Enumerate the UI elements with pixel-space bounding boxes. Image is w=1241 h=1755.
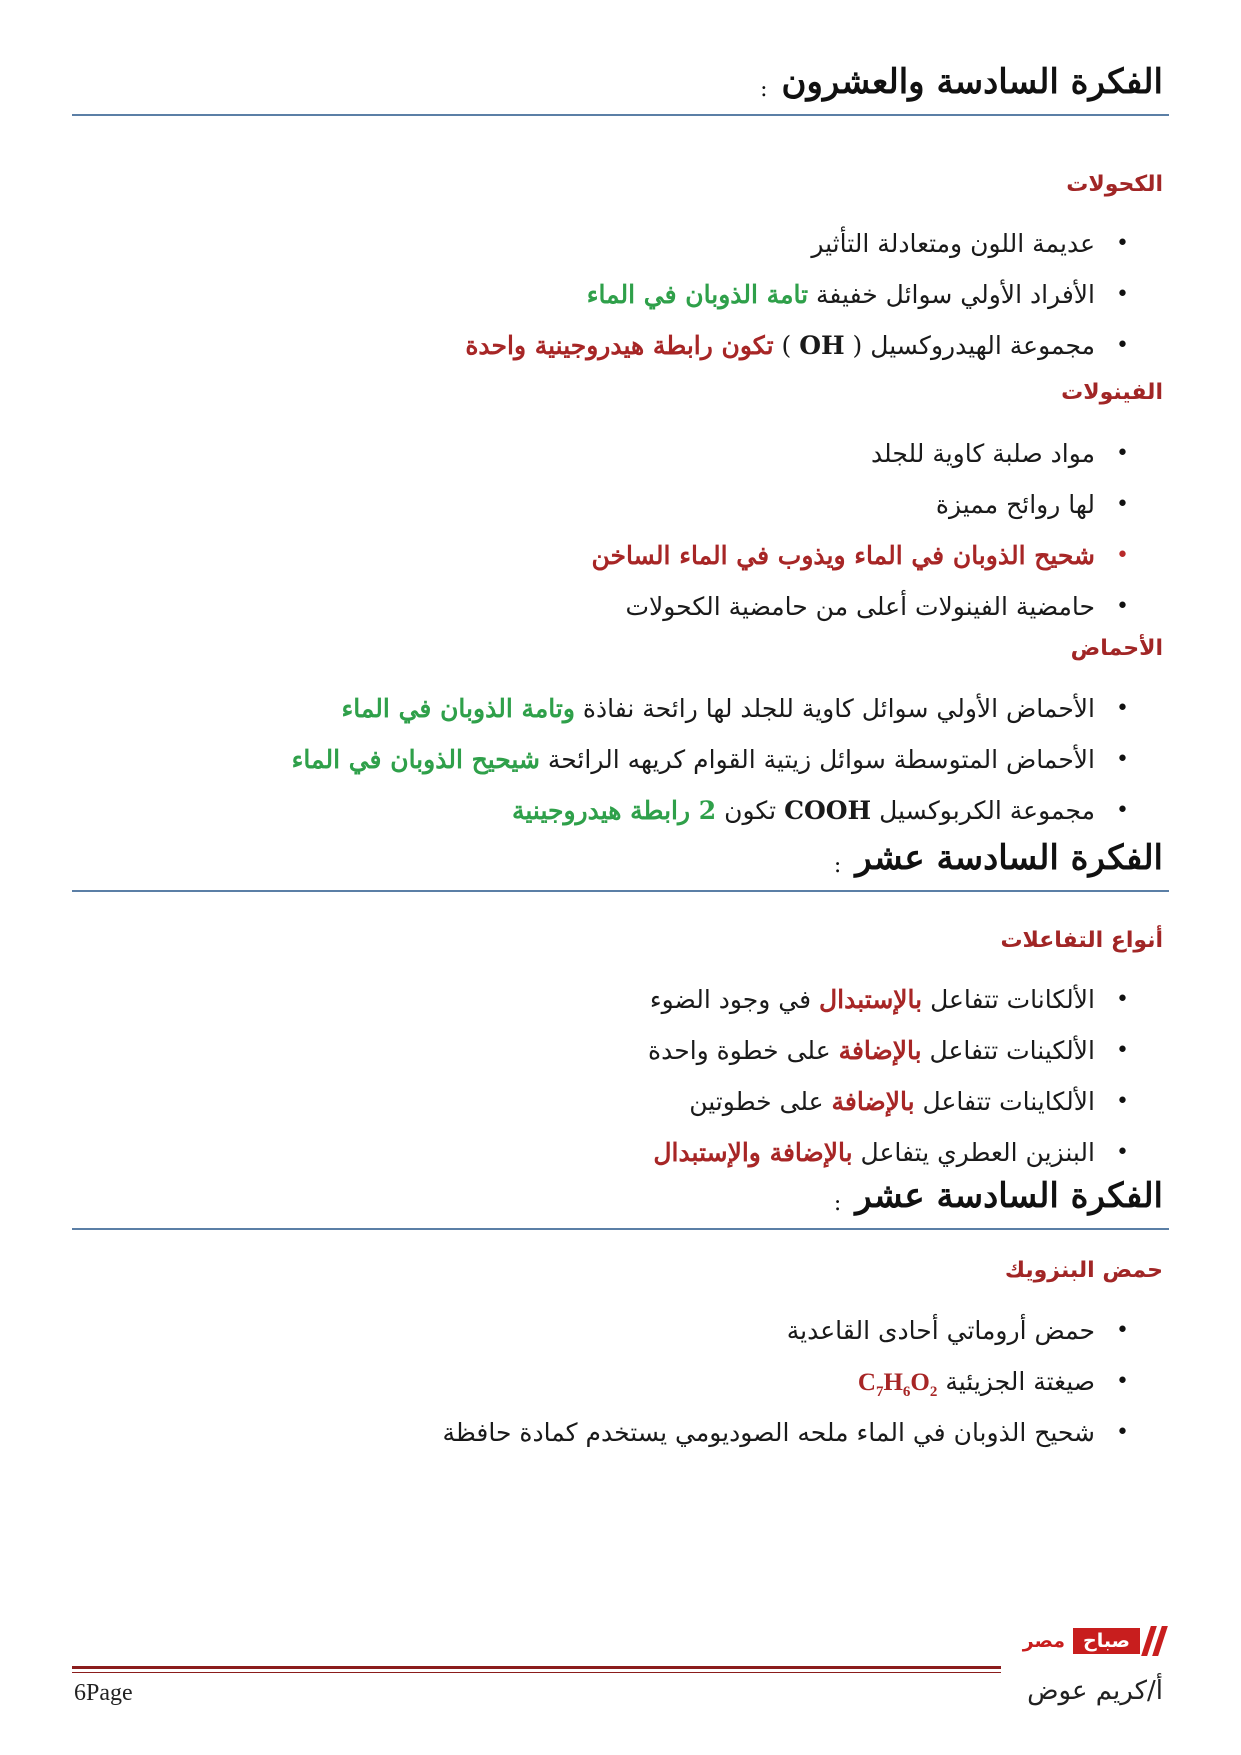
list-item-text: في وجود الضوء <box>649 985 820 1014</box>
list-item <box>648 1025 1129 1076</box>
brand-logo-box: صباح <box>1073 1628 1140 1654</box>
list-item-text: OH <box>799 331 845 360</box>
list-item <box>443 1407 1130 1458</box>
list-item <box>292 785 1129 836</box>
list-item-text: تامة الذوبان في الماء <box>586 280 809 309</box>
list-item-text: شيحيح الذوبان في الماء <box>291 745 540 774</box>
section-heading-text: الفكرة السادسة والعشرون <box>781 62 1163 102</box>
list-item <box>292 734 1129 785</box>
list-item <box>292 683 1129 734</box>
list-item-text: بالإستبدال <box>819 985 923 1014</box>
list-item-text: مجموعة الكربوكسيل <box>871 796 1095 825</box>
list-item-text: لها روائح مميزة <box>935 490 1095 519</box>
page-number-value: 6 <box>74 1680 86 1706</box>
bullet-list <box>292 683 1129 836</box>
list-item-text: الألكانات تتفاعل <box>922 985 1095 1014</box>
list-item-text: بالإضافة <box>838 1036 922 1065</box>
list-item <box>592 479 1129 530</box>
list-item-text: شحيح الذوبان في الماء ويذوب في الماء الساخن <box>591 541 1095 570</box>
footer-rule <box>72 1666 1001 1669</box>
list-item-text: وتامة الذوبان في الماء <box>341 694 575 723</box>
list-item <box>592 428 1129 479</box>
section-heading <box>72 62 1163 102</box>
page-number <box>74 1680 133 1707</box>
list-item-text: على خطوتين <box>689 1087 832 1116</box>
page-label: Page <box>86 1680 133 1706</box>
list-item <box>465 269 1129 320</box>
list-item-text: الأفراد الأولي سوائل خفيفة <box>808 280 1095 309</box>
brand-stripes <box>1146 1626 1163 1656</box>
list-item-text: على خطوة واحدة <box>648 1036 839 1065</box>
group-title: الفينولات <box>1061 380 1163 405</box>
list-item-text: حامضية الفينولات أعلى من حامضية الكحولات <box>625 592 1095 621</box>
list-item <box>443 1305 1130 1356</box>
section-rule <box>72 114 1169 116</box>
list-item <box>592 530 1129 581</box>
section-heading-text: الفكرة السادسة عشر <box>855 838 1163 878</box>
group-title: الكحولات <box>1066 172 1163 197</box>
list-item <box>592 581 1129 632</box>
group-title: أنواع التفاعلات <box>1000 928 1163 953</box>
list-item-text: مواد صلبة كاوية للجلد <box>870 439 1095 468</box>
list-item <box>648 1127 1129 1178</box>
brand-logo-word: مصر <box>1022 1630 1066 1652</box>
section-rule <box>72 890 1169 892</box>
list-item-text: تكون <box>716 796 785 825</box>
list-item-text: صيغتة الجزيئية <box>937 1367 1095 1396</box>
list-item <box>465 320 1129 371</box>
list-item-text: شحيح الذوبان في الماء ملحه الصوديومي يستخدم كمادة حافظة <box>442 1418 1095 1447</box>
list-item-text: بالإضافة والإستبدال <box>653 1138 853 1167</box>
list-item-text: ) <box>773 331 800 360</box>
author-signature: أ/كريم عوض <box>1027 1676 1163 1706</box>
bullet-list <box>592 428 1129 632</box>
group-title: الأحماض <box>1070 636 1163 661</box>
bullet-list <box>465 218 1129 371</box>
footer-rule-thin <box>72 1672 1001 1673</box>
brand-logo <box>1023 1626 1163 1656</box>
list-item-text: بالإضافة <box>831 1087 915 1116</box>
section-heading-text: الفكرة السادسة عشر <box>855 1176 1163 1216</box>
group-title: حمض البنزويك <box>1004 1258 1163 1283</box>
section-heading <box>72 1176 1163 1216</box>
list-item-text: البنزين العطري يتفاعل <box>852 1138 1095 1167</box>
list-item-text: $C_7H_6O_2$ <box>857 1369 938 1400</box>
list-item-text: تكون رابطة هيدروجينية واحدة <box>465 331 774 360</box>
list-item-text: مجموعة الهيدروكسيل ( <box>844 331 1095 360</box>
bullet-list <box>443 1305 1130 1458</box>
list-item-text: الألكينات تتفاعل <box>921 1036 1095 1065</box>
list-item-text: 2 رابطة هيدروجينية <box>511 796 717 825</box>
section-heading-separator: : <box>760 77 768 102</box>
list-item <box>648 974 1129 1025</box>
section-heading-separator: : <box>833 1191 842 1216</box>
list-item-text: عديمة اللون ومتعادلة التأثير <box>811 229 1095 258</box>
list-item <box>443 1356 1130 1407</box>
list-item-text: الأحماض المتوسطة سوائل زيتية القوام كريهه الرائحة <box>539 745 1095 774</box>
list-item-text: COOH <box>784 796 872 825</box>
list-item <box>648 1076 1129 1127</box>
list-item <box>465 218 1129 269</box>
section-rule <box>72 1228 1169 1230</box>
section-heading <box>72 838 1163 878</box>
list-item-text: الألكاينات تتفاعل <box>914 1087 1095 1116</box>
list-item-text: الأحماض الأولي سوائل كاوية للجلد لها رائحة نفاذة <box>574 694 1095 723</box>
bullet-list <box>648 974 1129 1178</box>
section-heading-separator: : <box>833 853 842 878</box>
list-item-text: حمض أروماتي أحادى القاعدية <box>786 1316 1095 1345</box>
